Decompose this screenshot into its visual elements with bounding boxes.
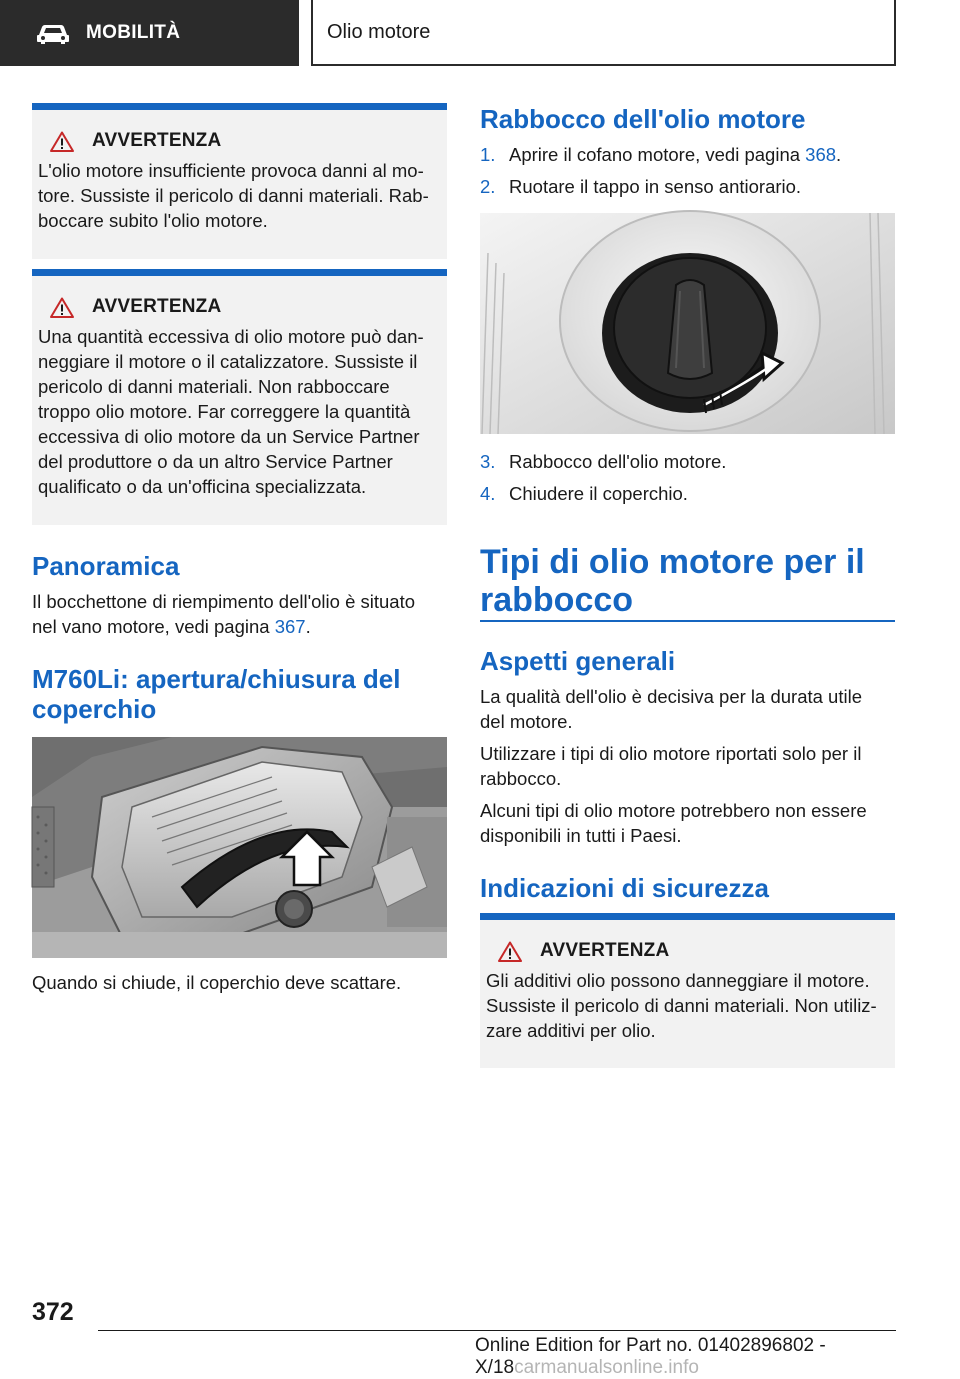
overview-text: Il bocchettone di riempimento dell'olio è situato nel vano motore, vedi pagina 367. [32, 591, 415, 637]
page-link-368[interactable]: 368 [805, 144, 837, 165]
warning-text: L'olio motore insufficiente provoca danni al mo- tore. Sussiste il pericolo di danni materiali. Rab- boccare subito l'olio motore. [38, 160, 429, 231]
step-item: 2. Ruotare il tappo in senso antiorario. [480, 176, 802, 197]
page-link-367[interactable]: 367 [274, 616, 306, 637]
warning-text: Gli additivi olio possono danneggiare il motore. Sussiste il pericolo di danni materiali. Non utiliz- zare additivi per olio. [486, 970, 877, 1041]
m760-caption: Quando si chiude, il coperchio deve scattare. [32, 972, 402, 993]
footer-edition: Online Edition for Part no. 01402896802 - X/18carmanualsonline.info [475, 1335, 826, 1378]
heading-m760-cover: M760Li: apertura/chiusura del coperchio [32, 664, 401, 724]
warning-triangle-icon [50, 297, 74, 318]
oil-cap-photo [480, 213, 895, 434]
heading-safety: Indicazioni di sicurezza [480, 873, 769, 903]
heading-general: Aspetti generali [480, 646, 676, 676]
warning-title: AVVERTENZA [92, 130, 222, 151]
warning-text: Una quantità eccessiva di olio motore può dan- neggiare il motore o il catalizzatore. Sussiste il pericolo di danni materiali. Non rabboccare troppo olio motore. Far correggere la quantità eccessiva di olio motore da un Service Partner del produttore o da un altro Service Partner qualificato o da un'officina specializzata. [38, 326, 424, 497]
heading-rule [480, 620, 895, 622]
watermark: carmanualsonline.info [514, 1357, 699, 1378]
general-text-1: La qualità dell'olio è decisiva per la durata utile del motore. [480, 686, 862, 732]
step-item: 1. Aprire il cofano motore, vedi pagina 368. [480, 144, 842, 165]
engine-illustration [32, 737, 447, 958]
warning-triangle-icon [50, 131, 74, 152]
topic-title: Olio motore [311, 0, 896, 66]
header-section-tab [0, 0, 299, 66]
warning-title: AVVERTENZA [540, 940, 670, 961]
general-text-2: Utilizzare i tipi di olio motore riportati solo per il rabbocco. [480, 743, 862, 789]
engine-cover-photo [32, 737, 447, 958]
section-label: MOBILITÀ [86, 22, 181, 43]
general-text-3: Alcuni tipi di olio motore potrebbero non essere disponibili in tutti i Paesi. [480, 800, 867, 846]
step-item: 3. Rabbocco dell'olio motore. [480, 451, 727, 472]
warning-box-insufficient-oil [32, 103, 447, 259]
step-item: 4. Chiudere il coperchio. [480, 483, 688, 504]
heading-oil-types: Tipi di olio motore per il rabbocco [480, 543, 865, 619]
page-number: 372 [32, 1298, 74, 1326]
warning-box-additives [480, 913, 895, 1068]
heading-overview: Panoramica [32, 551, 180, 581]
warning-title: AVVERTENZA [92, 296, 222, 317]
car-icon [36, 22, 70, 44]
footer-rule [98, 1330, 896, 1331]
warning-triangle-icon [498, 941, 522, 962]
oil-cap-illustration [480, 213, 895, 434]
heading-refill: Rabbocco dell'olio motore [480, 104, 806, 134]
warning-box-excess-oil [32, 269, 447, 525]
